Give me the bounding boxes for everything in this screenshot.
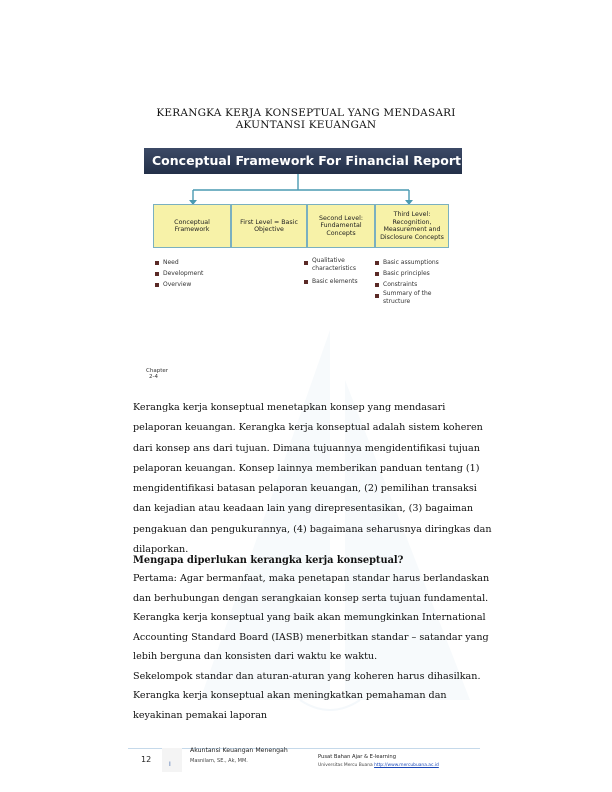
list-item: Summary of the structure [374,290,454,305]
footer-author: Masnilam, SE., Ak, MM. [190,758,248,764]
paragraph-intro: Kerangka kerja konseptual menetapkan konsep yang mendasari pelaporan keuangan. Kerangka kerja konseptual adalah sistem koheren dari konsep ans dari tujuan. Dimana tujuannya mengidentifikasi tujuan pelaporan keuangan. Konsep lainnya memberikan panduan tentang (1) mengidentifikasi batasan pelaporan keuangan, (2) pemilihan transaksi dan kejadian atau keadaan lain yang direpresentasikan, (3) bagaiman pengakuan dan pengukurannya, (4) bagaimana seharusnya diringkas dan dilaporkan. [133,402,492,556]
box-conceptual-framework: Conceptual Framework [153,204,231,248]
footer-course-title: Akuntansi Keuangan Menengah [190,747,288,754]
box-second-level: Second Level: Fundamental Concepts [307,204,375,248]
list-item: Need [154,257,203,268]
list-item: Qualitative characteristics [303,257,373,272]
paragraph-first-reason: Pertama: Agar bermanfaat, maka penetapan standar harus berlandaskan dan berhubungan dengan serangkaian konsep serta tujuan fundamental. Kerangka kerja konseptual yang baik akan memungkinkan International Accounting Standard Board (IASB) menerbitkan standar – satandar yang lebih berguna dan konsisten dari waktu ke waktu. [133,573,490,662]
footer-site-link[interactable]: http://www.mercubuana.ac.id [374,763,439,768]
section-heading: Mengapa diperlukan kerangka kerja konseptual? [133,555,404,566]
box-third-level: Third Level: Recognition, Measurement and Disclosure Concepts [375,204,449,248]
page-number: 12 [141,755,152,764]
col1-bullet-list [154,257,203,290]
col3-bullet-list [303,257,373,287]
footer-center-name: Pusat Bahan Ajar & E-learning [318,754,396,760]
page-title [120,107,492,131]
box-first-level: First Level = Basic Objective [231,204,307,248]
list-item: Basic assumptions [374,257,454,268]
list-item: Overview [154,279,203,290]
page-title-line2: AKUNTANSI KEUANGAN [235,119,377,131]
paragraph-reasons [133,569,495,725]
footer-site-prefix: Universitas Mercu Buana [318,763,375,768]
logo-letter: I [169,761,171,768]
conceptual-framework-figure [140,146,484,321]
list-item: Constraints [374,279,454,290]
paragraph-second-reason: Sekelompok standar dan aturan-aturan yang koheren harus dihasilkan. Kerangka kerja konseptual akan meningkatkan pemahaman dan keyakinan pemakai laporan [133,670,481,721]
list-item: Basic elements [303,276,373,287]
university-logo [162,748,182,772]
page-title-line1: KERANGKA KERJA KONSEPTUAL YANG MENDASARI [156,107,456,119]
list-item: Basic principles [374,268,454,279]
footer-site [318,763,439,768]
chapter-number: 2-4 [149,374,158,380]
chapter-text: Chapter [146,368,168,374]
col4-bullet-list [374,257,454,305]
figure-banner: Conceptual Framework For Financial Reporting [144,148,462,174]
list-item: Development [154,268,203,279]
chapter-label [146,368,168,380]
